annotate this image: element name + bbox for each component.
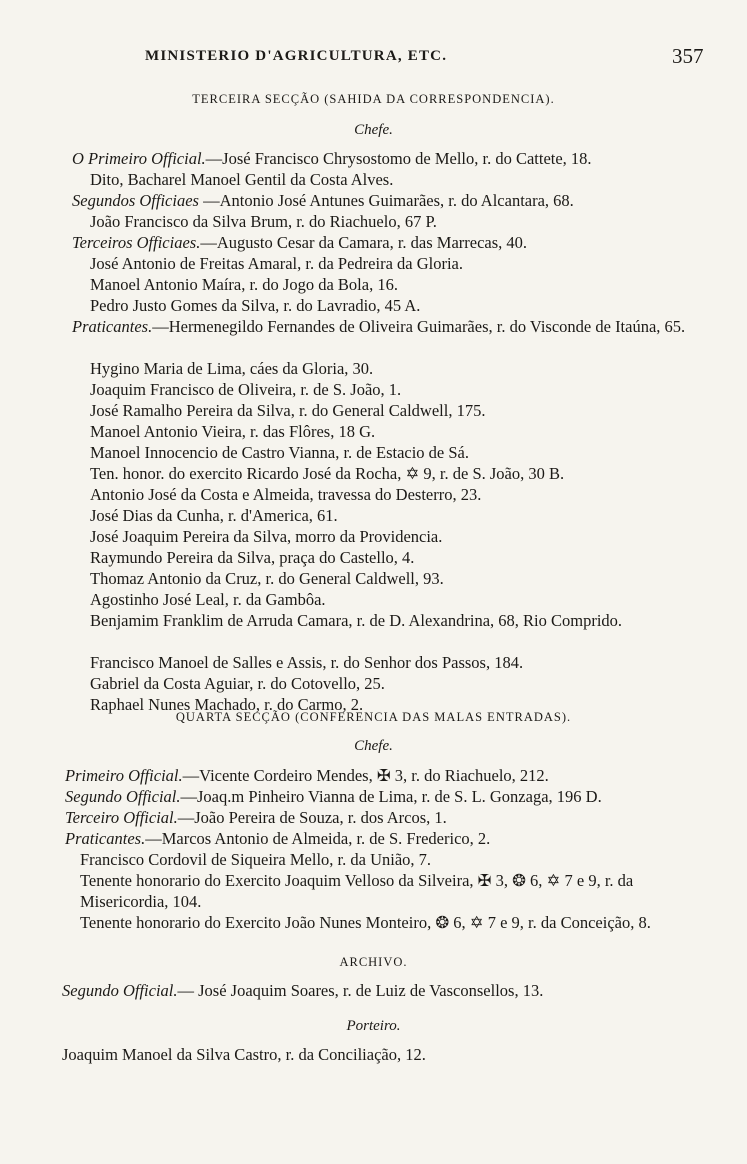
entry-text: Joaquim Manoel da Silva Castro, r. da Conciliação, 12.: [62, 1045, 426, 1064]
entry-lead: Praticantes.: [65, 829, 146, 848]
page-number: 357: [672, 44, 704, 68]
entry-lead: Segundo Official.: [62, 981, 178, 1000]
entry-line: [65, 828, 490, 849]
entry-lead: Primeiro Official.: [65, 766, 183, 785]
entry-text: —José Francisco Chrysostomo de Mello, r. do Cattete, 18.: [205, 149, 592, 168]
entry-line: [90, 421, 375, 442]
entry-line: [90, 442, 469, 463]
subheading-chefe: Chefe.: [354, 738, 393, 754]
entry-line: [90, 463, 564, 484]
entry-line: [90, 379, 401, 400]
entry-line: [90, 295, 420, 316]
entry-line: [90, 400, 485, 421]
entry-line: [90, 505, 338, 526]
entry-line: [80, 849, 431, 870]
entry-line: [80, 870, 710, 912]
section-heading-archivo: ARCHIVO.: [339, 955, 408, 969]
entry-text: Manoel Antonio Maíra, r. do Jogo da Bola, 16.: [90, 275, 398, 294]
entry-text: —Vicente Cordeiro Mendes, ✠ 3, r. do Riachuelo, 212.: [182, 766, 549, 785]
entry-text: Ten. honor. do exercito Ricardo José da Rocha, ✡ 9, r. de S. João, 30 B.: [90, 464, 565, 483]
entry-line: [62, 1044, 426, 1065]
entry-line: [72, 148, 592, 169]
entry-text: Thomaz Antonio da Cruz, r. do General Caldwell, 93.: [90, 569, 444, 588]
entry-text: José Joaquim Pereira da Silva, morro da Providencia.: [90, 527, 443, 546]
entry-line: [90, 358, 373, 379]
entry-line: [90, 610, 710, 631]
entry-line: [80, 912, 710, 933]
entry-text: José Antonio de Freitas Amaral, r. da Pedreira da Gloria.: [90, 254, 463, 273]
entry-line: [90, 484, 481, 505]
entry-text: Raymundo Pereira da Silva, praça do Castello, 4.: [90, 548, 415, 567]
entry-text: —Augusto Cesar da Camara, r. das Marrecas, 40.: [200, 233, 528, 252]
entry-text: José Dias da Cunha, r. d'America, 61.: [90, 506, 338, 525]
entry-line: [90, 652, 523, 673]
entry-line: [90, 526, 442, 547]
running-head-title: MINISTERIO D'AGRICULTURA, ETC.: [145, 48, 448, 64]
entry-line: [90, 274, 398, 295]
entry-line: [72, 232, 527, 253]
subheading-porteiro: Porteiro.: [346, 1018, 401, 1034]
entry-line: [65, 765, 549, 786]
entry-text: Dito, Bacharel Manoel Gentil da Costa Alves.: [90, 170, 394, 189]
entry-text: —Joaq.m Pinheiro Vianna de Lima, r. de S. L. Gonzaga, 196 D.: [180, 787, 602, 806]
entry-line: [90, 589, 326, 610]
entry-line: [90, 253, 463, 274]
entry-text: Antonio José da Costa e Almeida, travessa do Desterro, 23.: [90, 485, 482, 504]
entry-text: Francisco Manoel de Salles e Assis, r. do Senhor dos Passos, 184.: [90, 653, 524, 672]
entry-text: João Francisco da Silva Brum, r. do Riachuelo, 67 P.: [90, 212, 437, 231]
entry-line: [90, 673, 385, 694]
entry-lead: Segundos Officiaes: [72, 191, 199, 210]
entry-text: —João Pereira de Souza, r. dos Arcos, 1.: [177, 808, 447, 827]
entry-text: —Hermenegildo Fernandes de Oliveira Guimarães, r. do Visconde de Itaúna, 65.: [152, 317, 686, 336]
entry-text: — José Joaquim Soares, r. de Luiz de Vasconsellos, 13.: [177, 981, 544, 1000]
entry-text: Tenente honorario do Exercito João Nunes Monteiro, ❂ 6, ✡ 7 e 9, r. da Conceição, 8.: [80, 913, 651, 932]
entry-text: Tenente honorario do Exercito Joaquim Velloso da Silveira, ✠ 3, ❂ 6, ✡ 7 e 9, r. da Misericordia, 104.: [80, 871, 634, 911]
entry-text: José Ramalho Pereira da Silva, r. do General Caldwell, 175.: [90, 401, 486, 420]
entry-line: [90, 547, 414, 568]
entry-lead: Praticantes.: [72, 317, 153, 336]
entry-lead: Terceiros Officiaes.: [72, 233, 201, 252]
entry-text: Manoel Innocencio de Castro Vianna, r. de Estacio de Sá.: [90, 443, 470, 462]
entry-text: —Marcos Antonio de Almeida, r. de S. Frederico, 2.: [145, 829, 491, 848]
entry-line: [62, 980, 543, 1001]
entry-line: [72, 316, 712, 337]
section-heading-quarta: QUARTA SECÇÃO (CONFERENCIA DAS MALAS ENTRADAS).: [175, 710, 572, 724]
entry-text: Benjamim Franklim de Arruda Camara, r. de D. Alexandrina, 68, Rio Comprido.: [90, 611, 623, 630]
entry-text: Pedro Justo Gomes da Silva, r. do Lavradio, 45 A.: [90, 296, 421, 315]
running-head: [0, 44, 747, 74]
subheading-chefe: Chefe.: [354, 122, 393, 138]
entry-line: [65, 786, 602, 807]
entry-line: [90, 568, 444, 589]
section-heading-terceira: TERCEIRA SECÇÃO (SAHIDA DA CORRESPONDENCIA).: [192, 92, 555, 106]
entry-text: Manoel Antonio Vieira, r. das Flôres, 18 G.: [90, 422, 376, 441]
entry-line: [65, 807, 447, 828]
entry-text: Hygino Maria de Lima, cáes da Gloria, 30.: [90, 359, 374, 378]
entry-line: [90, 211, 437, 232]
entry-text: Joaquim Francisco de Oliveira, r. de S. João, 1.: [90, 380, 402, 399]
entry-text: —Antonio José Antunes Guimarães, r. do Alcantara, 68.: [198, 191, 574, 210]
entry-text: Raphael Nunes Machado, r. do Carmo, 2.: [90, 695, 364, 714]
entry-text: Francisco Cordovil de Siqueira Mello, r. da União, 7.: [80, 850, 432, 869]
entry-text: Agostinho José Leal, r. da Gambôa.: [90, 590, 326, 609]
entry-line: [90, 169, 393, 190]
entry-line: [72, 190, 574, 211]
entry-text: Gabriel da Costa Aguiar, r. do Cotovello, 25.: [90, 674, 385, 693]
entry-lead: O Primeiro Official.: [72, 149, 206, 168]
entry-lead: Terceiro Official.: [65, 808, 178, 827]
entry-lead: Segundo Official.: [65, 787, 181, 806]
